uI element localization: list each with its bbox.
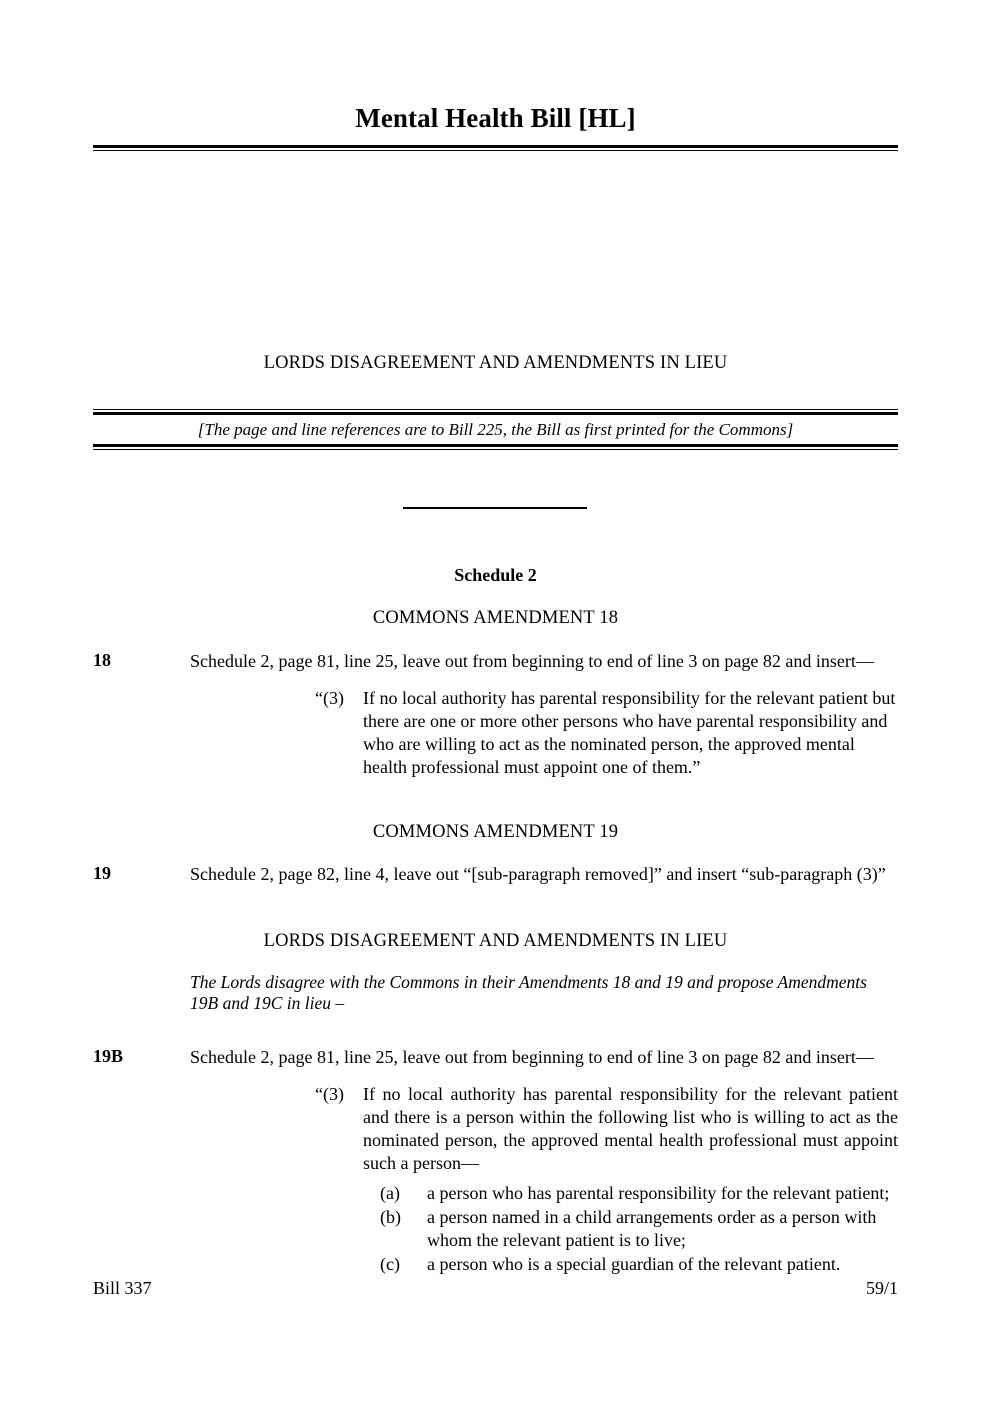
header-heading: LORDS DISAGREEMENT AND AMENDMENTS IN LIEU [263,353,728,373]
lords-disagreement-heading: LORDS DISAGREEMENT AND AMENDMENTS IN LIEU [263,931,728,951]
amendment-18-number: 18 [93,650,111,670]
quoted-paragraph-marker: “(3) [315,687,344,708]
list-item-text: a person who has parental responsibility for the relevant patient; [427,1182,890,1203]
list-item-marker: (c) [380,1254,400,1275]
page-title: Mental Health Bill [HL] [355,103,636,133]
list-item [380,1253,898,1276]
note-rule-top [93,409,898,415]
footer-bill-number: Bill 337 [93,1278,152,1298]
list-item [380,1182,898,1205]
rule-thick [93,412,898,415]
amendment-18-block [93,650,898,780]
lords-disagreement-note: The Lords disagree with the Commons in their Amendments 18 and 19 and propose Amendments 19B and 19C in lieu – [190,972,867,1014]
commons-amendment-18-heading: COMMONS AMENDMENT 18 [372,608,619,628]
note-rule-bottom [93,444,898,450]
amendment-19b-quoted-paragraph [315,1083,898,1277]
list-item-marker: (a) [380,1182,400,1203]
list-item-text: a person who is a special guardian of the relevant patient. [427,1254,841,1275]
footer-page-number: 59/1 [865,1278,898,1298]
amendment-19-block [93,863,898,886]
amendment-18-quoted-paragraph [315,687,898,780]
quoted-paragraph-text: If no local authority has parental responsibility for the relevant patient but there are one or more other persons who have parental responsibility and who are willing to act as the nominated person, the approved mental health professional must appoint one of them.” [363,687,896,778]
amendment-19b-lettered-list [380,1182,898,1277]
reference-note: [The page and line references are to Bill 225, the Bill as first printed for the Commons] [197,420,794,439]
commons-amendment-19-heading: COMMONS AMENDMENT 19 [372,822,619,842]
title-double-rule [93,145,898,151]
amendment-19-number: 19 [93,863,111,883]
schedule-heading: Schedule 2 [454,565,537,585]
amendment-19b-instruction: Schedule 2, page 81, line 25, leave out from beginning to end of line 3 on page 82 and insert— [190,1047,874,1067]
rule-thin [93,150,898,151]
list-item-text: a person named in a child arrangements order as a person with whom the relevant patient is to live; [427,1206,877,1250]
amendment-18-instruction: Schedule 2, page 81, line 25, leave out from beginning to end of line 3 on page 82 and insert— [190,651,874,671]
amendment-19b-number: 19B [93,1046,124,1066]
section-divider-rule [403,507,587,509]
quoted-paragraph-text: If no local authority has parental responsibility for the relevant patient and there is a person within the following list who is willing to act as the nominated person, the approved mental health professional must appoint such a person— [363,1083,898,1174]
amendment-19-body: Schedule 2, page 82, line 4, leave out “[sub-paragraph removed]” and insert “sub-paragraph (3)” [190,864,886,884]
quoted-paragraph-marker: “(3) [315,1083,344,1104]
list-item [380,1206,898,1252]
amendment-19b-block [93,1046,898,1277]
list-item-marker: (b) [380,1206,401,1227]
rule-thin [93,449,898,450]
amendment-19b-body [190,1046,898,1276]
amendment-18-body [190,650,898,780]
